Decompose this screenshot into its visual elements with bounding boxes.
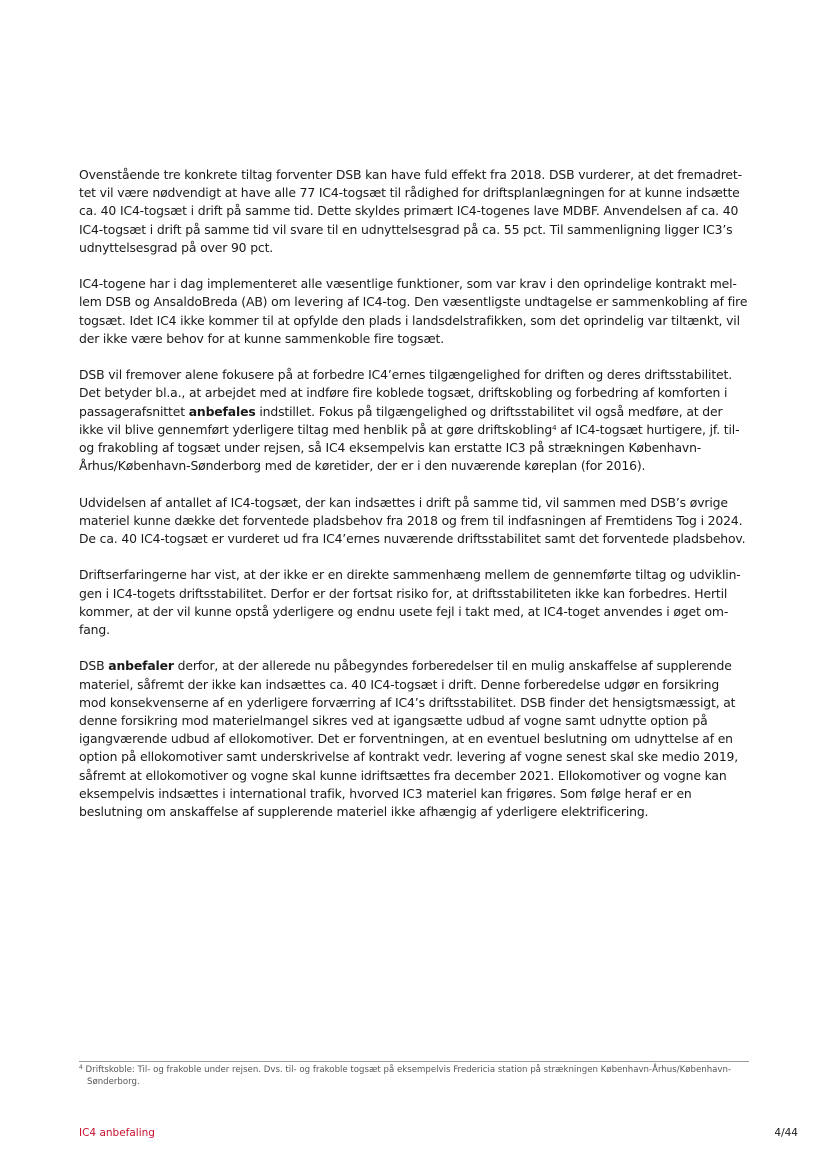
emphasis-text: anbefaler (108, 658, 174, 674)
paragraph-2 (79, 275, 749, 348)
paragraph-text: DSB vil fremover alene fokusere på at forbedre IC4’ernes tilgængelighed for driften og deres driftsstabilitet. Det betyder bl.a., at arbejdet med at indføre fire koblede togsæt, driftskobling og forbedring af komforten i passagerafsnittet (79, 367, 733, 419)
paragraph-text: Udvidelsen af antallet af IC4-togsæt, der kan indsættes i drift på samme tid, vil sammen med DSB’s øvrige materiel kunne dække det forventede pladsbehov fra 2018 og frem til indfasningen af Fremtidens Tog i 2024. De ca. 40 IC4-togsæt er vurderet ud fra IC4’ernes nuværende driftsstabilitet samt det forventede pladsbehov. (79, 494, 746, 547)
paragraph-3 (79, 366, 749, 475)
paragraph-text: indstillet. Fokus på tilgængelighed og driftsstabilitet vil også medføre, at der ikke vil blive gennemført yderligere tiltag med henblik på at gøre driftskobling (79, 403, 723, 437)
paragraph-1 (79, 166, 749, 257)
paragraph-6 (79, 657, 749, 821)
paragraph-4 (79, 494, 749, 549)
footnote-marker: 4 (79, 1064, 83, 1071)
paragraph-text: DSB (79, 658, 109, 674)
paragraph-text: Ovenstående tre konkrete tiltag forventer DSB kan have fuld effekt fra 2018. DSB vurderer, at det fremadrettet vil være nødvendigt at have alle 77 IC4-togsæt til rådighed for driftsplanlægningen for at kunne indsætte ca. 40 IC4-togsæt i drift på samme tid. Dette skyldes primært IC4-togenes lave MDBF. Anvendelsen af ca. 40 IC4-togsæt i drift på samme tid vil svare til en udnyttelsesgrad på ca. 55 pct. Til sammenligning ligger IC3’s udnyttelsesgrad på over 90 pct. (79, 167, 743, 255)
body-text (79, 166, 749, 839)
emphasis-text: anbefales (188, 403, 256, 419)
paragraph-text: Driftserfaringerne har vist, at der ikke er en direkte sammenhæng mellem de gennemførte tiltag og udviklingen i IC4-togets driftsstabilitet. Derfor er der fortsat risiko for, at driftsstabiliteten ikke kan forbedres. Hertil kommer, at der vil kunne opstå yderligere og endnu usete fejl i takt med, at IC4-toget anvendes i øget omfang. (79, 567, 741, 638)
paragraph-5 (79, 566, 749, 639)
page-number: 4/44 (774, 1127, 798, 1139)
footnote-divider (79, 1061, 749, 1062)
document-title-footer: IC4 anbefaling (79, 1127, 155, 1139)
footnote-text: Driftskoble: Til- og frakoble under rejsen. Dvs. til- og frakoble togsæt på eksempelvis Fredericia station på strækningen København-Århus/København-Sønderborg. (82, 1065, 732, 1087)
paragraph-text: IC4-togene har i dag implementeret alle væsentlige funktioner, som var krav i den oprindelige kontrakt mellem DSB og AnsaldoBreda (AB) om levering af IC4-tog. Den væsentligste undtagelse er sammenkobling af fire togsæt. Idet IC4 ikke kommer til at opfylde den plads i landsdelstrafikken, som det oprindelig var tiltænkt, vil der ikke være behov for at kunne sammenkoble fire togsæt. (79, 276, 748, 346)
footnote-reference: 4 (552, 423, 557, 432)
footnote (79, 1065, 747, 1088)
paragraph-text: derfor, at der allerede nu påbegyndes forberedelser til en mulig anskaffelse af supplerende materiel, såfremt der ikke kan indsættes ca. 40 IC4-togsæt i drift. Denne forberedelse udgør en forsikring mod konsekvenserne af en yderligere forværring af IC4’s driftsstabilitet. DSB finder det hensigtsmæssigt, at denne forsikring mod materielmangel sikres ved at igangsætte udbud af vogne samt udnytte option på igangværende udbud af ellokomotiver. Det er forventningen, at en eventuel beslutning om udnyttelse af en option på ellokomotiver samt underskrivelse af kontrakt vedr. levering af vogne senest skal ske medio 2019, såfremt at ellokomotiver og vogne skal kunne idriftsættes fra december 2021. Ellokomotiver og vogne kan eksempelvis indsættes i international trafik, hvorved IC3 materiel kan frigøres. Som følge heraf er en beslutning om anskaffelse af supplerende materiel ikke afhængig af yderligere elektrificering. (79, 658, 739, 820)
paragraph-text: af IC4-togsæt hurtigere, jf. til- og frakobling af togsæt under rejsen, så IC4 eksempelvis kan erstatte IC3 på strækningen København-Århus/København-Sønderborg med de køretider, der er i den nuværende køreplan (for 2016). (79, 421, 740, 474)
